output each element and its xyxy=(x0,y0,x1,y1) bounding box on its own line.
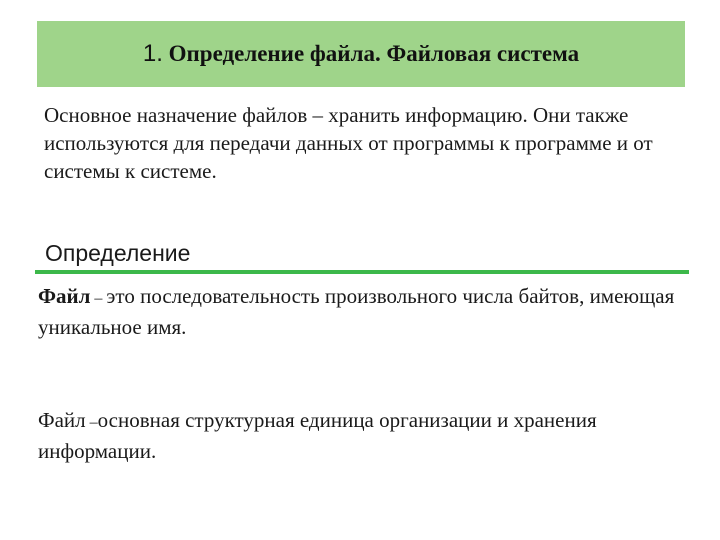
intro-paragraph: Основное назначение файлов – хранить информацию. Они также используются для передачи данных от программы к программе и от системы к системе. xyxy=(44,103,653,183)
slide-title-bar xyxy=(37,21,685,87)
unit-dash: – xyxy=(85,414,98,431)
definition-term: Файл xyxy=(38,284,91,308)
slide-title-text: Определение файла. Файловая система xyxy=(168,41,580,66)
slide-title xyxy=(143,40,579,68)
definition-body: это последовательность произвольного числа байтов, имеющая уникальное имя. xyxy=(38,284,675,339)
definition-paragraph xyxy=(38,282,688,342)
definition-dash: – xyxy=(90,290,107,307)
definition-divider xyxy=(35,270,689,274)
slide-title-number: 1. xyxy=(142,40,163,67)
unit-body: основная структурная единица организации и хранения информации. xyxy=(38,408,597,463)
unit-term: Файл xyxy=(38,408,86,432)
unit-paragraph xyxy=(38,406,688,466)
definition-heading: Определение xyxy=(45,240,191,266)
